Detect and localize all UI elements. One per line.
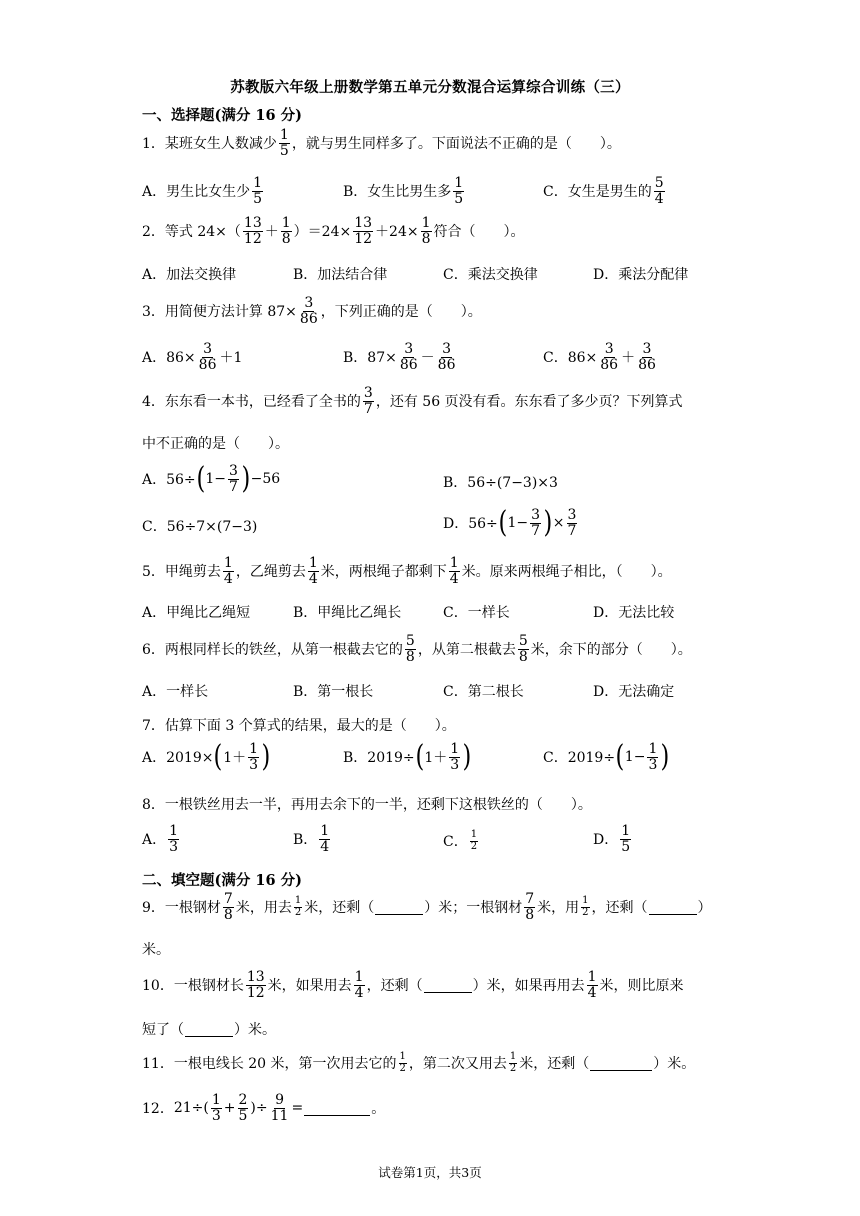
numerator: 3	[304, 295, 314, 311]
denominator: 2	[294, 906, 302, 918]
paren-left: (	[498, 505, 508, 541]
q8-option-d[interactable]	[593, 824, 633, 854]
paren-right: )	[660, 739, 670, 775]
fraction	[363, 386, 374, 416]
fraction	[437, 342, 457, 372]
option-label: C．2019÷	[543, 750, 616, 767]
section-heading-fill: 二、填空题(满分 16 分)	[142, 872, 302, 889]
paren-left: (	[196, 461, 205, 497]
question-9-cont	[142, 939, 170, 959]
fraction	[524, 892, 535, 922]
numerator: 5	[405, 633, 415, 649]
q3-option-a[interactable]	[142, 342, 242, 372]
option-label: A．2019×	[142, 750, 214, 767]
numerator: 13	[243, 215, 262, 231]
q11-text-a: 11．一根电线长 20 米，第一次用去它的	[142, 1056, 397, 1072]
fraction	[270, 1093, 290, 1123]
q12-text-a: 12．	[142, 1101, 174, 1118]
numerator: 1	[648, 741, 658, 757]
denominator: 12	[246, 984, 265, 1001]
q3-option-b[interactable]	[343, 342, 459, 372]
paren-right: )	[543, 505, 553, 541]
numerator: 1	[421, 215, 431, 231]
q9-text-d: ）米；一根钢材	[424, 900, 523, 917]
question-3	[142, 296, 482, 326]
q2-option-a[interactable]	[142, 264, 236, 284]
q2-text-d: 符合（ ）。	[433, 224, 525, 241]
q6-option-c[interactable]	[443, 681, 524, 701]
numerator: 1	[294, 895, 302, 907]
paren-right: )	[241, 461, 251, 497]
q1-text-b: ，就与男生同样多了。下面说法不正确的是（ ）。	[291, 136, 621, 153]
fraction	[518, 634, 529, 664]
question-12	[142, 1093, 385, 1123]
numerator: 13	[354, 215, 373, 231]
option-label: C．女生是男生的	[543, 184, 652, 201]
q2-text-c: ＋24×	[375, 224, 419, 241]
question-10	[142, 970, 684, 1000]
numerator: 3	[442, 341, 452, 357]
q4-option-c[interactable]	[142, 516, 257, 536]
q10-text-g: 短了（	[142, 1022, 184, 1038]
answer-blank[interactable]	[590, 1056, 652, 1071]
q10-text-a: 10．一根钢材长	[142, 978, 244, 995]
q10-text-e: 米，则比原来	[599, 978, 684, 995]
fraction	[281, 216, 292, 246]
denominator: 5	[621, 838, 631, 855]
option-label: D．乘法分配律	[593, 267, 689, 283]
denominator: 3	[450, 756, 460, 773]
numerator: 1	[223, 555, 233, 571]
q4-text-b: ，还有 56 页没有看。东东看了多少页？下列算式	[375, 394, 683, 411]
numerator: 3	[404, 341, 414, 357]
q4-text-c: 中不正确的是（ ）。	[142, 436, 289, 452]
q1-option-a[interactable]	[142, 176, 265, 206]
answer-blank[interactable]	[424, 978, 472, 993]
denominator: 8	[525, 906, 535, 923]
question-8	[142, 794, 592, 814]
option-label: B．2019÷	[343, 750, 415, 767]
q12-expr: 21÷(	[173, 1100, 209, 1117]
paren-left: (	[213, 739, 223, 775]
minus-sign: －	[420, 350, 435, 367]
q9-text-e: 米，用	[537, 900, 580, 917]
fraction	[399, 1052, 407, 1074]
q10-text-d: ）米，如果再用去	[472, 978, 585, 995]
fraction	[405, 634, 416, 664]
plus-sign: ＋	[621, 350, 636, 367]
denominator: 5	[279, 142, 289, 159]
q3-option-c[interactable]	[543, 342, 659, 372]
q1-option-b[interactable]	[343, 176, 466, 206]
q12-expr-close: )÷	[250, 1100, 268, 1117]
denominator: 86	[600, 356, 619, 373]
option-label: A．一样长	[142, 684, 209, 700]
q1-option-c[interactable]	[543, 176, 667, 206]
option-text: 1＋	[223, 750, 247, 767]
numerator: 5	[518, 633, 528, 649]
q5-option-d[interactable]	[593, 602, 674, 622]
q9-text-i: 米。	[142, 942, 170, 958]
fraction	[647, 742, 658, 772]
denominator: 2	[470, 840, 478, 852]
fraction	[243, 216, 263, 246]
denominator: 3	[648, 756, 658, 773]
denominator: 5	[454, 190, 464, 207]
fraction	[168, 824, 179, 854]
numerator: 9	[275, 1092, 284, 1108]
q2-option-d[interactable]	[593, 264, 688, 284]
q4-option-d[interactable]	[443, 505, 579, 541]
denominator: 4	[320, 838, 330, 855]
q8-option-a[interactable]	[142, 824, 181, 854]
q6-option-a[interactable]	[142, 681, 208, 701]
denominator: 3	[211, 1107, 221, 1124]
option-label: A．	[142, 832, 167, 849]
denominator: 7	[363, 400, 373, 417]
numerator: 3	[642, 341, 652, 357]
denominator: 3	[169, 838, 179, 855]
denominator: 4	[223, 570, 233, 587]
numerator: 1	[449, 555, 459, 571]
q5-option-a[interactable]	[142, 602, 250, 622]
numerator: 7	[223, 891, 233, 907]
question-10-cont	[142, 1019, 276, 1039]
option-label: B．第一根长	[293, 684, 374, 700]
question-4-cont	[142, 433, 289, 453]
question-7	[142, 715, 456, 735]
fraction	[453, 176, 464, 206]
plus-sign: +	[223, 1100, 236, 1117]
answer-blank[interactable]	[185, 1022, 233, 1037]
question-9	[142, 892, 712, 922]
fraction	[421, 216, 432, 246]
question-2	[142, 216, 525, 246]
denominator: 4	[654, 190, 664, 207]
denominator: 86	[299, 310, 318, 327]
q10-text-c: ，还剩（	[366, 978, 423, 995]
numerator: 2	[238, 1092, 248, 1108]
fraction	[509, 1052, 517, 1074]
fraction	[620, 824, 631, 854]
fraction	[294, 896, 302, 918]
numerator: 1	[253, 175, 263, 191]
option-text: 1＋	[424, 750, 448, 767]
numerator: 1	[320, 823, 330, 839]
numerator: 3	[604, 341, 614, 357]
denominator: 8	[223, 906, 233, 923]
paren-right: )	[462, 739, 472, 775]
numerator: 1	[169, 823, 179, 839]
numerator: 1	[281, 215, 291, 231]
question-11	[142, 1052, 695, 1074]
fraction	[228, 464, 239, 494]
denominator: 4	[354, 984, 364, 1001]
fraction	[530, 508, 541, 538]
numerator: 1	[249, 741, 259, 757]
question-4	[142, 386, 683, 416]
fraction	[567, 508, 578, 538]
numerator: 7	[525, 891, 535, 907]
option-label: C．	[443, 834, 468, 850]
fraction	[319, 824, 330, 854]
q9-text-b: 米，用去	[235, 900, 292, 917]
answer-blank[interactable]	[375, 900, 423, 915]
q6-option-d[interactable]	[593, 681, 674, 701]
q8-option-b[interactable]	[293, 824, 332, 854]
q2-option-c[interactable]	[443, 264, 538, 284]
numerator: 13	[246, 969, 265, 985]
fraction	[354, 970, 365, 1000]
q5-text-a: 5．甲绳剪去	[142, 564, 221, 581]
q9-text-c: 米，还剩（	[304, 900, 375, 917]
fraction	[399, 342, 419, 372]
fraction	[279, 128, 290, 158]
q7-option-a[interactable]	[142, 739, 271, 775]
option-label: B．女生比男生多	[343, 184, 452, 201]
fraction	[581, 896, 589, 918]
q6-text-c: 米，余下的部分（ ）。	[530, 642, 692, 659]
option-label: C．56÷7×(7−3)	[142, 519, 258, 535]
option-label: A．男生比女生少	[142, 184, 251, 201]
fraction	[252, 176, 263, 206]
q9-text-a: 9．一根钢材	[142, 900, 221, 917]
numerator: 3	[203, 341, 213, 357]
fraction	[449, 742, 460, 772]
numerator: 5	[654, 175, 664, 191]
option-label: B．87×	[343, 350, 397, 367]
q6-text-b: ，从第二根截去	[417, 642, 516, 659]
q4-option-a[interactable]	[142, 461, 281, 497]
fraction	[223, 892, 234, 922]
answer-blank[interactable]	[304, 1101, 370, 1116]
q2-option-b[interactable]	[293, 264, 387, 284]
option-text: −56	[250, 471, 281, 488]
option-label: D．	[593, 832, 619, 849]
numerator: 1	[587, 969, 597, 985]
option-label: D．无法确定	[593, 684, 675, 700]
q11-text-c: 米，还剩（	[519, 1056, 590, 1072]
numerator: 3	[363, 385, 373, 401]
q7-option-c[interactable]	[543, 739, 670, 775]
q2-text-b: ）＝24×	[293, 224, 352, 241]
q10-text-b: 米，如果用去	[267, 978, 352, 995]
fraction	[246, 970, 266, 1000]
numerator: 3	[567, 507, 577, 523]
q10-text-h: ）米。	[234, 1022, 276, 1038]
option-label: D．56÷	[443, 516, 498, 533]
option-text: ＋1	[219, 350, 243, 367]
denominator: 5	[238, 1107, 248, 1124]
q3-text-b: ，下列正确的是（ ）。	[320, 304, 482, 321]
fraction	[248, 742, 259, 772]
denominator: 12	[354, 230, 373, 247]
fraction	[587, 970, 598, 1000]
equals-sign: =	[291, 1100, 304, 1117]
question-5	[142, 556, 672, 586]
numerator: 1	[399, 1051, 406, 1062]
denominator: 7	[531, 522, 541, 539]
numerator: 1	[621, 823, 631, 839]
denominator: 11	[270, 1107, 289, 1124]
option-label: C．乘法交换律	[443, 267, 538, 283]
option-label: A．加法交换律	[142, 267, 237, 283]
q4-text-a: 4．东东看一本书，已经看了全书的	[142, 394, 361, 411]
section-heading-choice: 一、选择题(满分 16 分)	[142, 107, 302, 124]
fraction	[470, 830, 478, 852]
fraction	[223, 556, 234, 586]
q11-text-d: ）米。	[653, 1056, 696, 1072]
page-title: 苏教版六年级上册数学第五单元分数混合运算综合训练（三）	[230, 79, 630, 96]
q5-text-d: 米。原来两根绳子相比，（ ）。	[461, 564, 672, 581]
denominator: 7	[229, 478, 238, 495]
numerator: 1	[211, 1092, 221, 1108]
option-label: A．86×	[142, 350, 196, 367]
denominator: 8	[281, 230, 291, 247]
numerator: 1	[308, 555, 318, 571]
q8-text-a: 8．一根铁丝用去一半，再用去余下的一半，还剩下这根铁丝的（ ）。	[142, 797, 592, 813]
numerator: 1	[509, 1051, 517, 1062]
denominator: 2	[582, 906, 589, 918]
denominator: 2	[509, 1062, 517, 1074]
option-label: A．甲绳比乙绳短	[142, 605, 251, 621]
denominator: 8	[405, 648, 415, 665]
denominator: 5	[253, 190, 263, 207]
question-1	[142, 128, 621, 158]
numerator: 1	[450, 741, 460, 757]
q5-text-c: 米，两根绳子都剩下	[320, 564, 447, 581]
page-footer: 试卷第1页，共3页	[378, 1165, 482, 1180]
option-label: B．加法结合律	[293, 267, 388, 283]
denominator: 4	[449, 570, 459, 587]
fraction	[449, 556, 460, 586]
option-label: C．第二根长	[443, 684, 524, 700]
paren-right: )	[261, 739, 271, 775]
option-label: D．无法比较	[593, 605, 675, 621]
numerator: 1	[470, 829, 478, 840]
denominator: 7	[567, 522, 577, 539]
numerator: 1	[354, 969, 364, 985]
denominator: 2	[399, 1062, 406, 1074]
denominator: 86	[638, 356, 656, 373]
option-label: C．86×	[543, 350, 598, 367]
question-6	[142, 634, 692, 664]
q6-text-a: 6．两根同样长的铁丝，从第一根截去它的	[142, 642, 403, 659]
denominator: 8	[421, 230, 431, 247]
option-text: 1−	[205, 471, 227, 488]
denominator: 3	[249, 756, 259, 773]
fraction	[353, 216, 373, 246]
option-label: C．一样长	[443, 605, 510, 621]
q1-text-a: 1．某班女生人数减少	[142, 136, 277, 153]
option-label: A．56÷	[142, 472, 196, 489]
fraction	[198, 342, 218, 372]
option-label: B．甲绳比乙绳长	[293, 605, 402, 621]
fraction	[238, 1093, 249, 1123]
option-text: 1−	[624, 749, 646, 766]
q5-option-c[interactable]	[443, 602, 510, 622]
q7-text-a: 7．估算下面 3 个算式的结果，最大的是（ ）。	[142, 718, 456, 734]
q12-text-e: 。	[371, 1101, 386, 1118]
plus-sign: ＋	[264, 224, 279, 241]
q2-text-a: 2．等式 24×（	[142, 224, 241, 241]
option-text: 1−	[507, 515, 529, 532]
paren-left: (	[615, 739, 625, 775]
answer-blank[interactable]	[649, 900, 697, 915]
paren-left: (	[415, 739, 424, 775]
times-sign: ×	[552, 515, 565, 532]
q5-option-b[interactable]	[293, 602, 401, 622]
denominator: 4	[587, 984, 597, 1001]
fraction	[654, 176, 665, 206]
numerator: 1	[454, 175, 464, 191]
denominator: 8	[518, 648, 528, 665]
q4-option-b[interactable]	[443, 472, 558, 492]
fraction	[637, 342, 657, 372]
fraction	[299, 296, 319, 326]
q8-option-c[interactable]	[443, 830, 480, 852]
numerator: 3	[531, 507, 541, 523]
denominator: 86	[437, 356, 456, 373]
fraction	[211, 1093, 222, 1123]
numerator: 3	[229, 463, 238, 479]
numerator: 1	[279, 127, 289, 143]
q11-text-b: ，第二次又用去	[408, 1056, 507, 1072]
numerator: 1	[582, 895, 589, 907]
denominator: 4	[308, 570, 318, 587]
fraction	[599, 342, 619, 372]
q7-option-b[interactable]	[343, 739, 472, 775]
denominator: 12	[243, 230, 262, 247]
q3-text-a: 3．用简便方法计算 87×	[142, 304, 297, 321]
q9-text-g: ，还剩（	[591, 900, 648, 917]
fraction	[308, 556, 319, 586]
q5-text-b: ，乙绳剪去	[235, 564, 306, 581]
q9-text-h: ）	[697, 900, 712, 917]
denominator: 86	[198, 356, 217, 373]
denominator: 86	[399, 356, 418, 373]
option-label: B．	[293, 832, 318, 849]
option-label: B．56÷(7−3)×3	[443, 475, 558, 491]
q6-option-b[interactable]	[293, 681, 373, 701]
